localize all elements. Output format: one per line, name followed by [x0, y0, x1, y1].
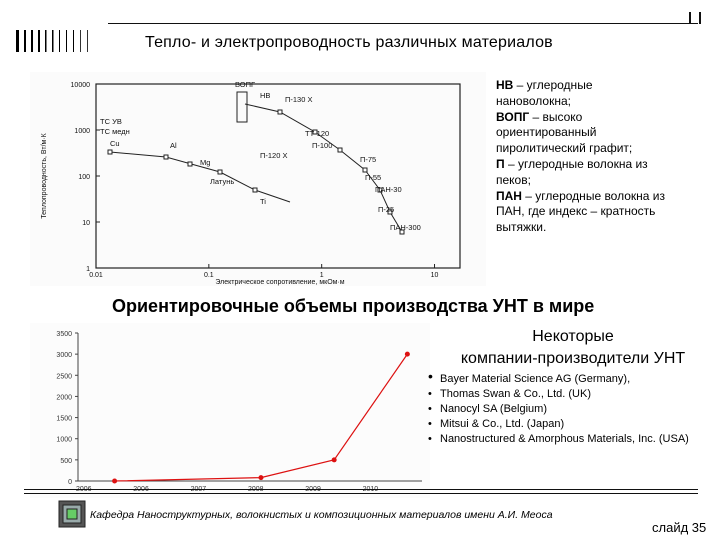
y-axis-label: Теплопроводность, Вт/м·К: [41, 133, 48, 219]
data-point: [363, 168, 367, 172]
diagram-label: ТС медн: [100, 127, 130, 136]
legend-item: [496, 110, 668, 157]
data-point: [218, 170, 222, 174]
decorative-bars: [14, 30, 114, 52]
footer-department: Кафедра Наноструктурных, волокнистых и композиционных материалов имени А.И. Меоса: [90, 509, 553, 521]
legend-desc: – углеродные нановолокна;: [496, 78, 593, 108]
companies-heading: [440, 326, 706, 370]
y-tick-label: 10000: [70, 82, 90, 89]
department-logo-icon: [58, 500, 86, 528]
data-point: [253, 188, 257, 192]
data-point: [405, 352, 410, 357]
nv-region: [237, 92, 247, 122]
companies-heading-line2: компании-производители УНТ: [460, 350, 686, 367]
diagram-label: П-100: [312, 141, 333, 150]
list-item: • Bayer Material Science AG (Germany),: [428, 368, 631, 385]
diagram-label: ТС УВ: [100, 117, 122, 126]
y-tick-label: 500: [60, 457, 72, 465]
data-point: [164, 155, 168, 159]
diagram-label: Al: [170, 141, 177, 150]
legend-abbr: НВ: [496, 78, 514, 92]
diagram-label: П-130 X: [285, 95, 313, 104]
data-point: [188, 162, 192, 166]
x-tick-label: 0.1: [203, 272, 214, 279]
diagram-label: Ti: [260, 197, 266, 206]
legend-text: [496, 78, 668, 236]
list-item: • Thomas Swan & Co., Ltd. (UK): [428, 388, 591, 400]
diagram-label: П-25: [378, 205, 395, 214]
list-item: • Mitsui & Co., Ltd. (Japan): [428, 418, 565, 430]
x-axis-label: Электрическое сопротивление, мкОм·м: [215, 279, 345, 286]
list-item: • Nanostructured & Amorphous Materials, Inc. (USA): [428, 433, 689, 445]
y-tick-label: 2000: [56, 394, 72, 402]
legend-desc: – углеродные волокна из ПАН, где индекс – кратность вытяжки.: [496, 188, 665, 235]
top-rule: [108, 23, 698, 24]
bottom-rule-2: [24, 493, 698, 494]
companies-heading-line1: Некоторые: [532, 328, 614, 345]
legend-item: [496, 189, 668, 236]
data-point: [108, 150, 112, 154]
legend-desc: – высоко ориентированный пиролитический графит;: [496, 109, 633, 156]
y-tick-label: 1000: [56, 436, 72, 444]
legend-item: [496, 78, 668, 110]
x-tick-label: 1: [319, 272, 324, 279]
y-tick-label: 0: [68, 479, 72, 486]
y-tick-label: 100: [78, 174, 90, 181]
slide-title: Тепло- и электропроводность различных материалов: [145, 34, 553, 51]
x-tick-label: 0.01: [89, 272, 103, 279]
data-point: [278, 110, 282, 114]
y-tick-label: 3000: [56, 352, 72, 360]
data-point: [332, 457, 337, 462]
series-line: [115, 354, 408, 481]
slide-number: слайд 35: [652, 520, 707, 535]
bottom-rule: [24, 489, 698, 490]
production-chart: [30, 323, 430, 498]
diagram-label: Cu: [110, 139, 120, 148]
diagram-label: ПАН-30: [375, 185, 402, 194]
diagram-label: Mg: [200, 158, 211, 167]
x-tick-label: 10: [430, 272, 439, 279]
diagram-label: П-55: [365, 173, 382, 182]
y-tick-label: 10: [82, 220, 90, 227]
companies-list: [428, 368, 718, 447]
production-heading: Ориентировочные объемы производства УНТ в мире: [112, 296, 595, 316]
diagram-label: ВОПГ: [235, 80, 256, 89]
legend-item: [496, 157, 668, 189]
diagram-label: ПАН-300: [390, 223, 421, 232]
data-point: [258, 475, 263, 480]
y-tick-label: 3500: [56, 331, 72, 338]
diagram-label: П-75: [360, 155, 377, 164]
diagram-label: НВ: [260, 91, 271, 100]
y-tick-label: 1000: [74, 128, 90, 135]
conductivity-figure: [30, 72, 486, 286]
corner-mark: [689, 12, 701, 24]
legend-abbr: ВОПГ: [496, 109, 530, 124]
legend-abbr: П: [496, 156, 505, 171]
y-tick-label: 1500: [56, 415, 72, 423]
diagram-label: ТТ-120: [305, 129, 330, 138]
legend-abbr: ПАН: [496, 188, 522, 203]
y-tick-label: 1: [86, 266, 90, 273]
y-tick-label: 2500: [56, 373, 72, 381]
diagram-label: Латунь: [210, 177, 235, 186]
diagram-label: П-120 X: [260, 151, 288, 160]
list-item: • Nanocyl SA (Belgium): [428, 403, 547, 415]
legend-desc: – углеродные волокна из пеков;: [496, 156, 648, 187]
data-point: [112, 479, 117, 484]
data-point: [338, 148, 342, 152]
